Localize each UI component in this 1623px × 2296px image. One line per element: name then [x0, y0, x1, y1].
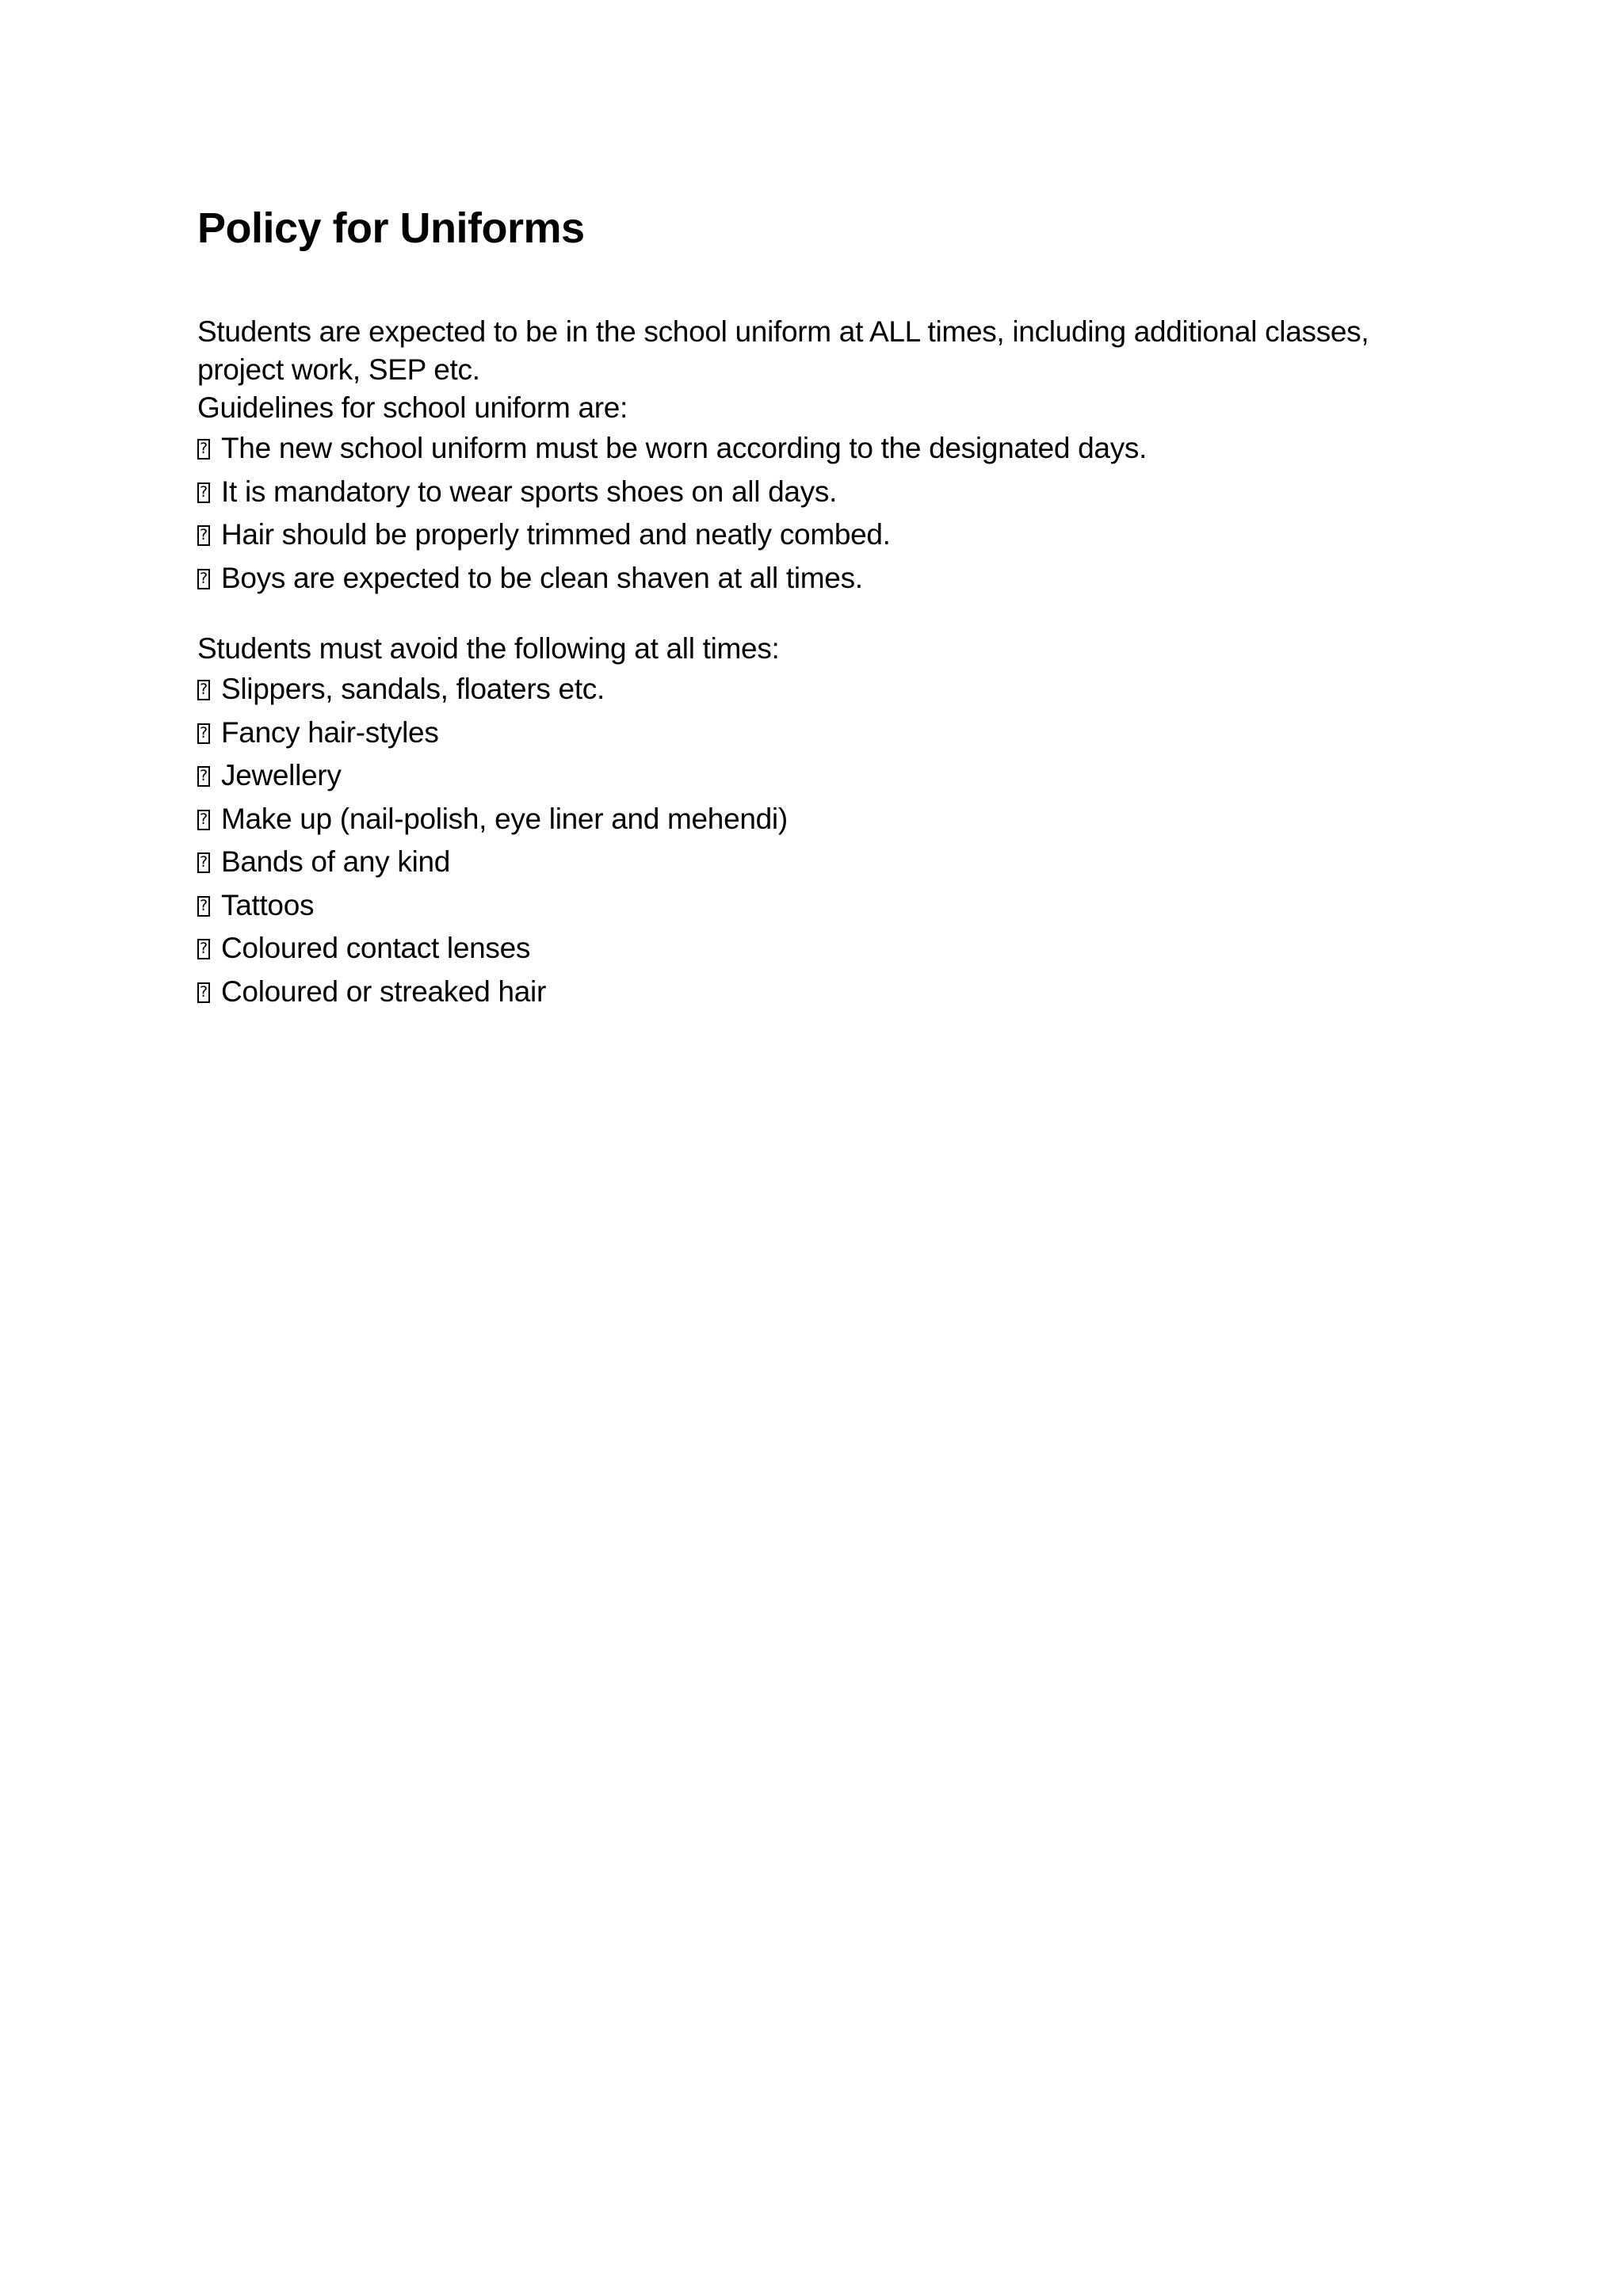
list-item-text: Boys are expected to be clean shaven at all times. — [221, 561, 863, 594]
list-item — [197, 754, 1434, 798]
list-item — [197, 711, 1434, 755]
page-title: Policy for Uniforms — [197, 204, 585, 252]
missing-glyph-bullet-icon — [197, 896, 210, 917]
list-item-text: Fancy hair-styles — [221, 715, 439, 749]
missing-glyph-bullet-icon — [197, 852, 210, 873]
list-item-text: Coloured or streaked hair — [221, 974, 546, 1008]
missing-glyph-bullet-icon — [197, 439, 210, 460]
list-item — [197, 557, 1434, 601]
list-item-text: Tattoos — [221, 888, 315, 921]
missing-glyph-bullet-icon — [197, 680, 210, 700]
intro-line-1: Students are expected to be in the school uniform at ALL times, including additional classes, — [197, 315, 1369, 348]
list-item — [197, 927, 1434, 971]
missing-glyph-bullet-icon — [197, 569, 210, 589]
intro-line-2: project work, SEP etc. — [197, 353, 480, 386]
missing-glyph-bullet-icon — [197, 810, 210, 830]
guidelines-list — [197, 427, 1434, 600]
list-item — [197, 471, 1434, 514]
missing-glyph-bullet-icon — [197, 723, 210, 744]
list-item-text: Make up (nail-polish, eye liner and mehendi) — [221, 802, 788, 835]
list-item-text: Bands of any kind — [221, 845, 451, 878]
list-item-text: It is mandatory to wear sports shoes on all days. — [221, 475, 838, 508]
missing-glyph-bullet-icon — [197, 482, 210, 503]
guidelines-heading: Guidelines for school uniform are: — [197, 391, 628, 424]
missing-glyph-bullet-icon — [197, 939, 210, 959]
document-content — [197, 196, 1434, 1013]
list-item-text: Slippers, sandals, floaters etc. — [221, 673, 605, 705]
list-item-text: Coloured contact lenses — [221, 932, 531, 964]
avoid-heading: Students must avoid the following at all times: — [197, 632, 780, 665]
list-item — [197, 884, 1434, 928]
avoid-list — [197, 668, 1434, 1013]
list-item — [197, 798, 1434, 841]
list-item — [197, 427, 1434, 471]
list-item-text: The new school uniform must be worn according to the designated days. — [221, 432, 1148, 464]
list-item — [197, 841, 1434, 884]
list-item — [197, 668, 1434, 711]
missing-glyph-bullet-icon — [197, 766, 210, 787]
list-item-text: Jewellery — [221, 759, 342, 791]
missing-glyph-bullet-icon — [197, 982, 210, 1003]
list-item — [197, 971, 1434, 1014]
missing-glyph-bullet-icon — [197, 525, 210, 546]
list-item — [197, 513, 1434, 557]
list-item-text: Hair should be properly trimmed and neatly combed. — [221, 518, 891, 551]
